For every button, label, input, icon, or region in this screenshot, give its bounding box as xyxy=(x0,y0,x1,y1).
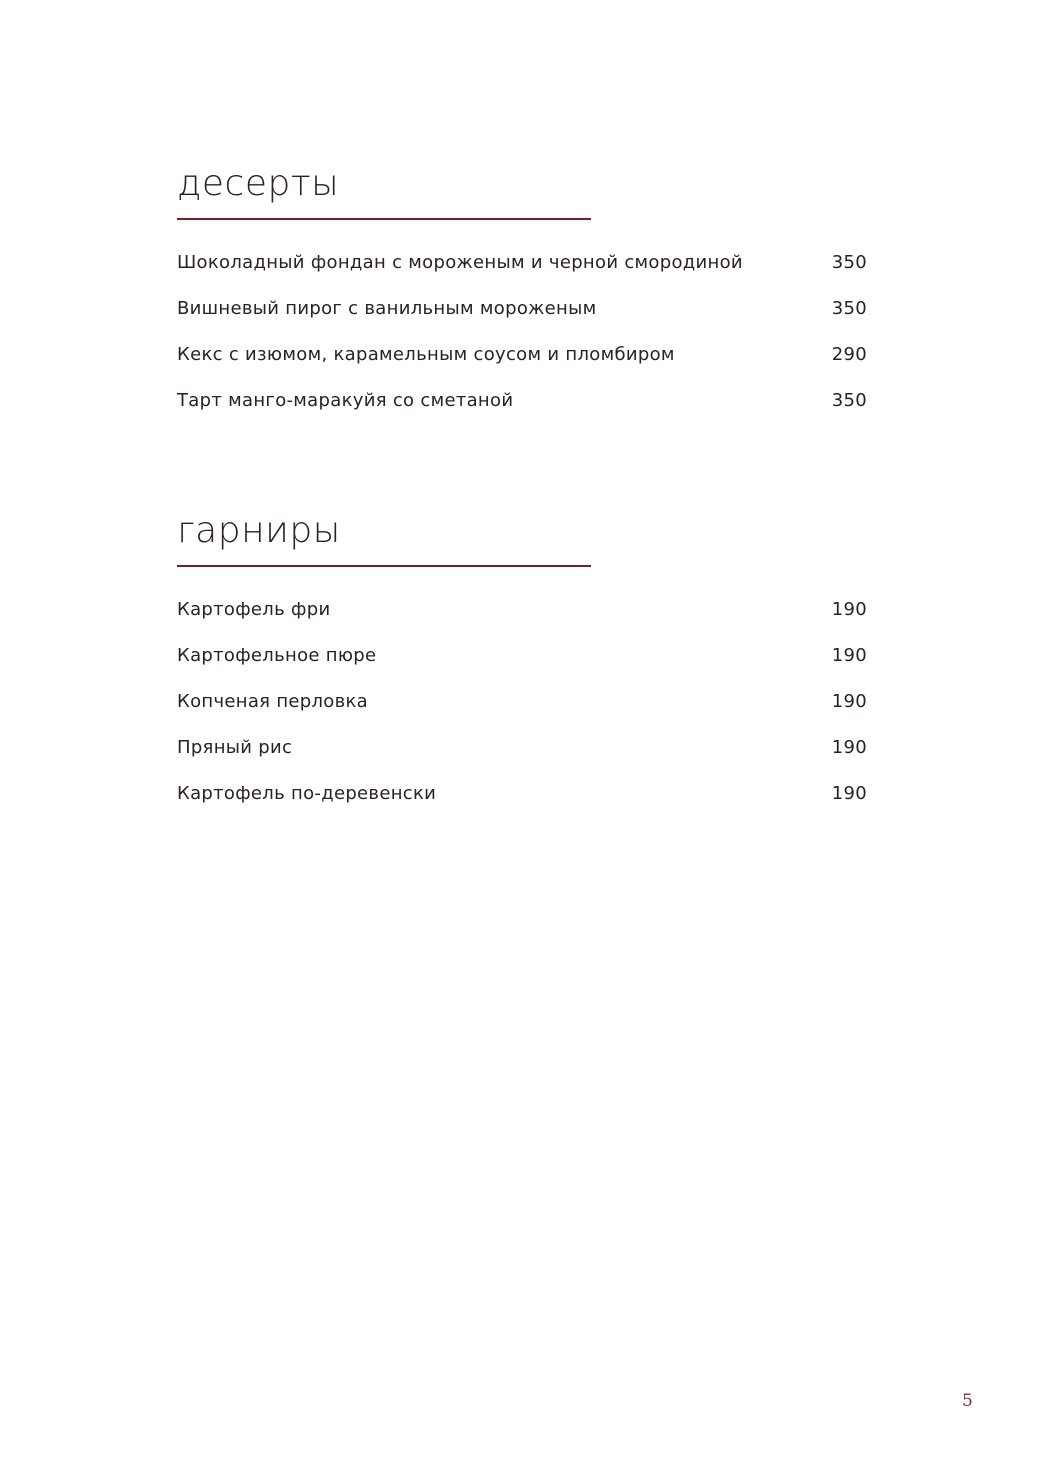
section-divider xyxy=(177,565,591,567)
section-title: гарниры xyxy=(177,510,341,551)
page-number: 5 xyxy=(962,1391,973,1411)
menu-list xyxy=(177,587,867,817)
section-divider xyxy=(177,218,591,220)
menu-item xyxy=(177,378,867,424)
item-name: Пряный рис xyxy=(177,737,293,758)
item-name: Копченая перловка xyxy=(177,691,369,712)
menu-item xyxy=(177,286,867,332)
item-name: Шоколадный фондан с мороженым и черной смородиной xyxy=(177,252,743,273)
sides-section xyxy=(177,509,867,817)
section-title: десерты xyxy=(177,163,340,204)
item-name: Вишневый пирог с ванильным мороженым xyxy=(177,298,597,319)
item-price: 190 xyxy=(831,691,867,712)
item-price: 190 xyxy=(831,783,867,804)
item-price: 350 xyxy=(831,390,867,411)
menu-item xyxy=(177,679,867,725)
menu-item xyxy=(177,633,867,679)
item-price: 290 xyxy=(831,344,867,365)
item-name: Картофельное пюре xyxy=(177,645,377,666)
menu-item xyxy=(177,725,867,771)
item-price: 350 xyxy=(831,252,867,273)
item-price: 190 xyxy=(831,645,867,666)
item-price: 350 xyxy=(831,298,867,319)
item-name: Картофель фри xyxy=(177,599,331,620)
desserts-section xyxy=(177,162,867,424)
item-name: Кекс с изюмом, карамельным соусом и пломбиром xyxy=(177,344,675,365)
menu-list xyxy=(177,240,867,424)
item-price: 190 xyxy=(831,737,867,758)
menu-item xyxy=(177,771,867,817)
item-name: Тарт манго-маракуйя со сметаной xyxy=(177,390,514,411)
item-name: Картофель по-деревенски xyxy=(177,783,437,804)
item-price: 190 xyxy=(831,599,867,620)
menu-item xyxy=(177,332,867,378)
menu-item xyxy=(177,240,867,286)
menu-item xyxy=(177,587,867,633)
